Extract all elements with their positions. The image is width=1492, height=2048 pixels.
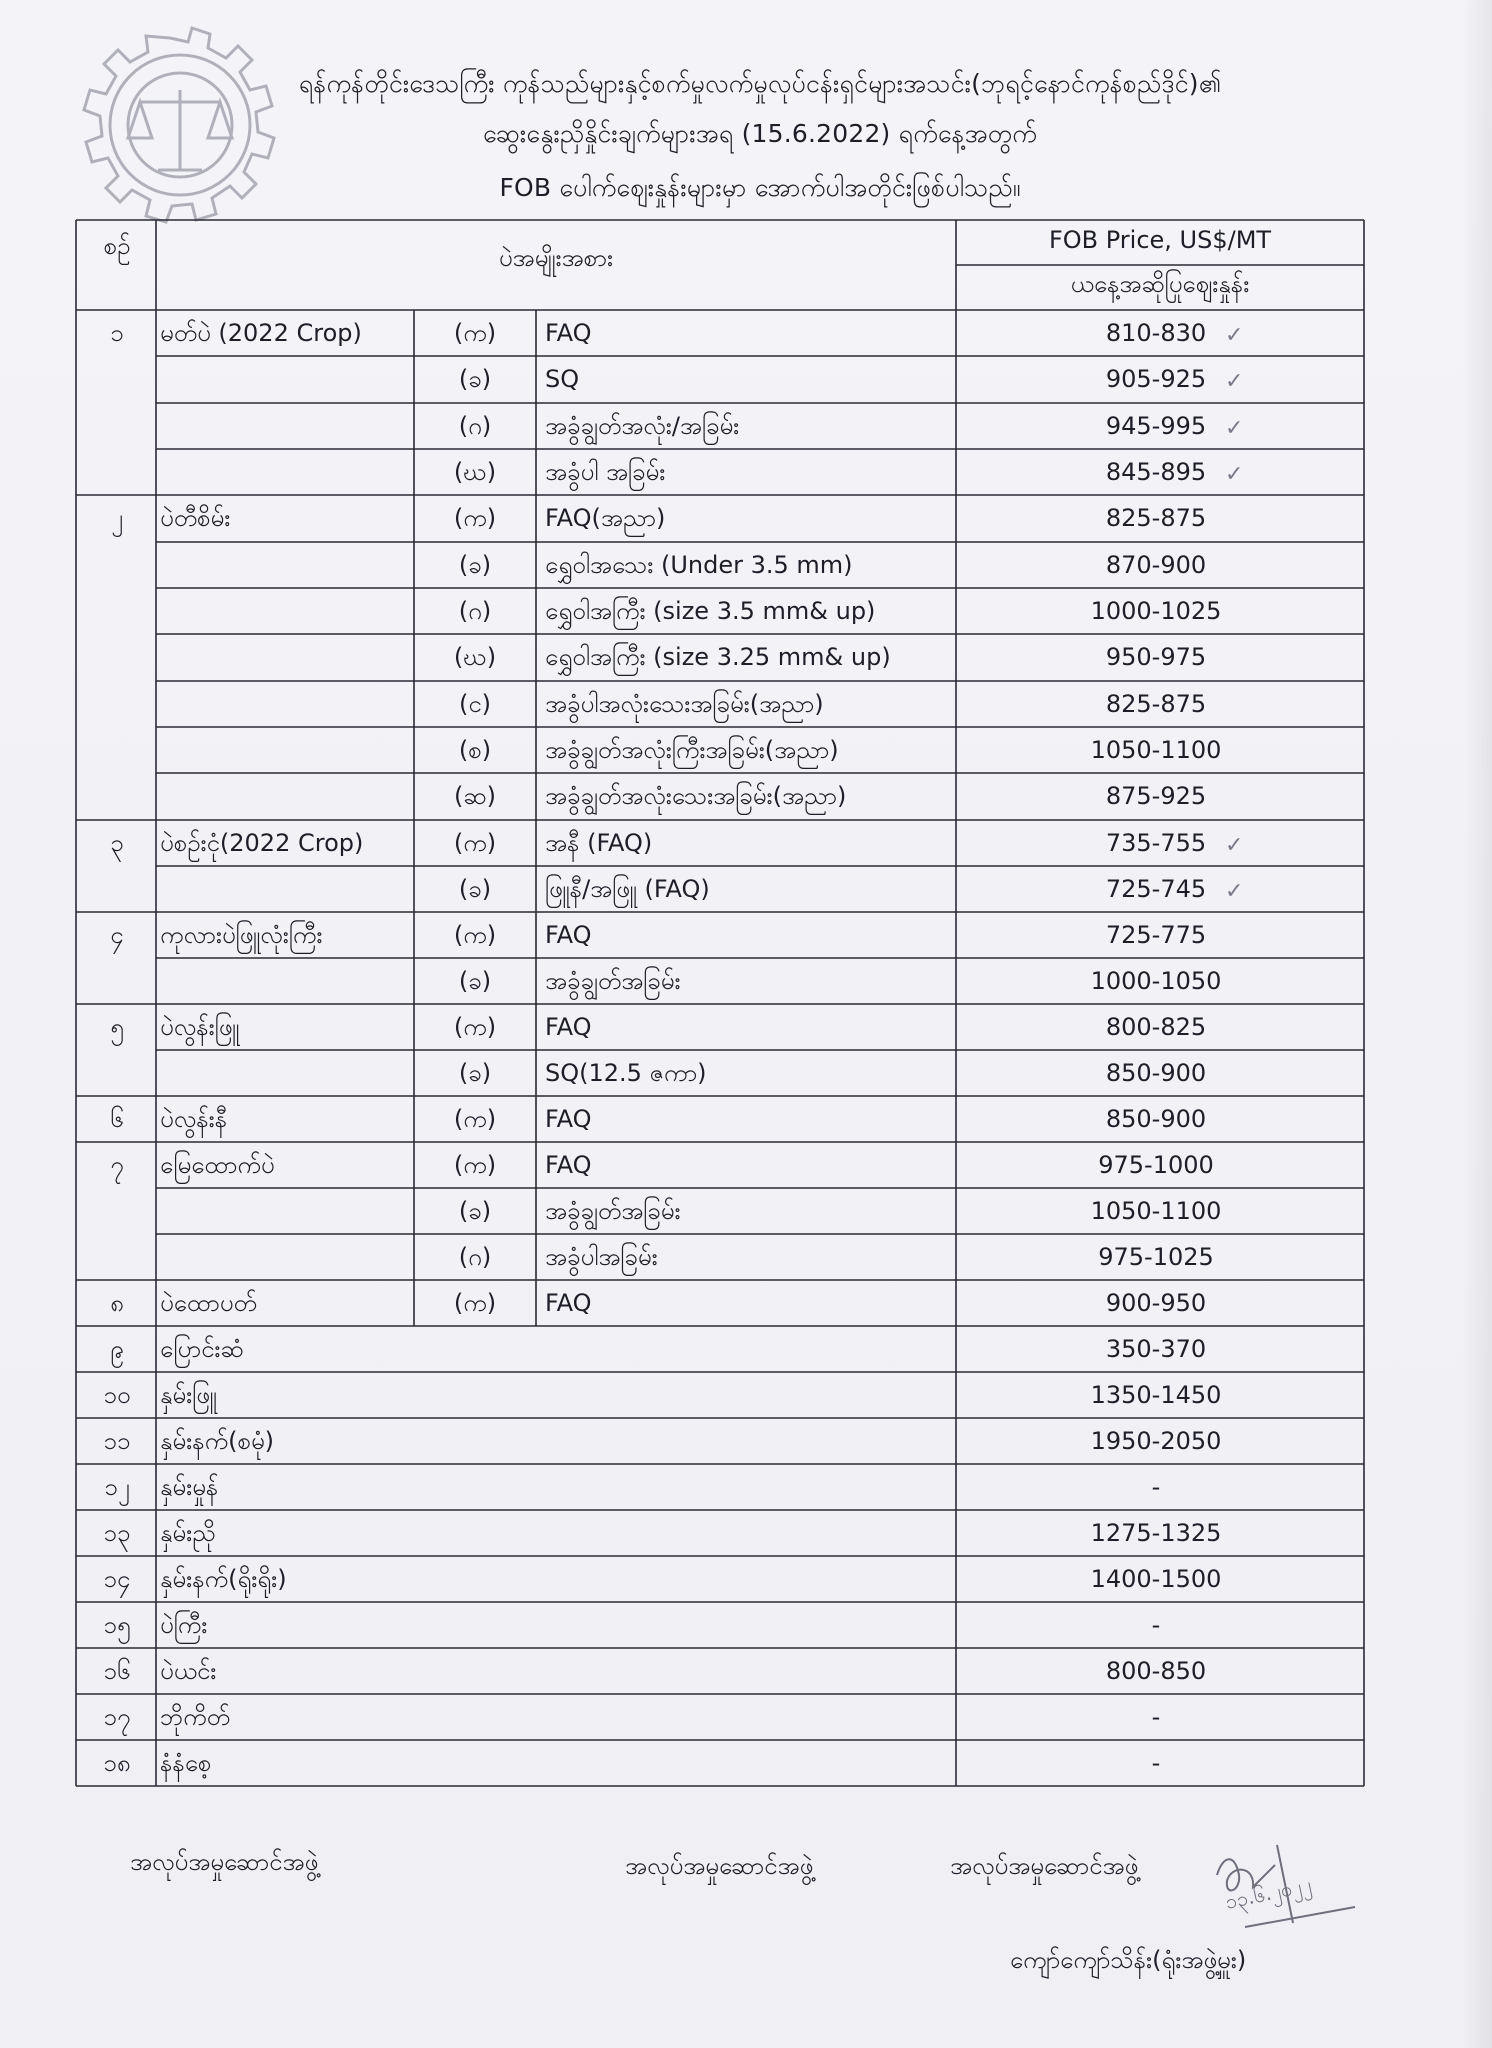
row-number: ၁၇	[103, 1703, 131, 1731]
row-price: 975-1025	[1098, 1243, 1214, 1271]
row-number: ၅	[110, 1013, 124, 1041]
row-item-name: မတ်ပဲ (2022 Crop)	[160, 319, 362, 347]
row-number: ၁၀	[103, 1381, 131, 1409]
row-sub-label: (က)	[453, 921, 497, 949]
col-header-no: စဉ်	[103, 232, 131, 260]
row-sub-label: (ဂ)	[458, 1243, 492, 1271]
row-sub-label: (ဂ)	[458, 412, 492, 440]
header-line-2: ဆွေးနွေးညှိနှိုင်းချက်များအရ (15.6.2022) ရက်နေ့အတွက်	[483, 119, 1037, 148]
row-sub-label: (က)	[453, 829, 497, 857]
row-number: ၆	[110, 1105, 124, 1133]
row-grade: အခွံချွတ်အလုံးသေးအခြမ်း(အညာ)	[545, 782, 847, 810]
row-price: 725-775	[1105, 921, 1207, 949]
col-header-price: FOB Price, US$/MT	[1048, 226, 1272, 254]
row-item-name: ပဲထောပတ်	[160, 1289, 257, 1317]
row-grade: ရွှေဝါအသေး (Under 3.5 mm)	[545, 551, 853, 579]
row-grade: အခွံပါအလုံးသေးအခြမ်း(အညာ)	[545, 690, 824, 718]
row-sub-label: (က)	[453, 504, 497, 532]
row-grade: အခွံပါ အခြမ်း	[545, 458, 666, 486]
row-item-name: ပဲယင်း	[160, 1657, 217, 1685]
row-grade: FAQ	[545, 319, 592, 347]
row-sub-label: (ခ)	[458, 967, 492, 995]
row-sub-label: (ခ)	[458, 551, 492, 579]
handwritten-date: ၁၃.၆.၂၀၂၂	[1223, 1872, 1314, 1914]
row-grade: အခွံပါအခြမ်း	[545, 1243, 658, 1271]
row-price: 800-825	[1105, 1013, 1207, 1041]
row-item-name: ပဲစဥ်းငုံ(2022 Crop)	[160, 829, 364, 857]
row-grade: SQ(12.5 ဇကာ)	[545, 1059, 707, 1087]
row-sub-label: (က)	[453, 1151, 497, 1179]
row-price: 850-900	[1105, 1105, 1207, 1133]
row-grade: FAQ	[545, 1151, 592, 1179]
row-item-name: နှမ်းညို	[160, 1519, 216, 1547]
row-price: 950-975	[1105, 643, 1207, 671]
row-number: ၁၁	[103, 1427, 131, 1455]
row-item-name: ပြောင်းဆံ	[160, 1335, 244, 1363]
row-grade: အနီ (FAQ)	[545, 829, 653, 857]
row-item-name: နှမ်းဖြူ	[160, 1381, 217, 1409]
row-grade: အခွံချွတ်အလုံးကြီးအခြမ်း(အညာ)	[545, 736, 839, 764]
row-sub-label: (ခ)	[458, 1197, 492, 1225]
row-number: ၂	[111, 504, 123, 532]
row-price: 975-1000	[1098, 1151, 1214, 1179]
row-sub-label: (က)	[453, 1289, 497, 1317]
row-number: ၁၈	[103, 1749, 131, 1777]
row-grade: အခွံချွတ်အခြမ်း	[545, 967, 681, 995]
row-grade: အခွံချွတ်အခြမ်း	[545, 1197, 681, 1225]
row-number: ၁၆	[103, 1657, 131, 1685]
row-grade: FAQ(အညာ)	[545, 504, 666, 532]
check-mark-icon: ✓	[1225, 416, 1244, 441]
signature-label-3: အလုပ်အမှုဆောင်အဖွဲ့	[950, 1852, 1139, 1880]
row-item-name: မြေထောက်ပဲ	[160, 1151, 275, 1179]
row-price: 735-755	[1105, 829, 1207, 857]
row-sub-label: (စ)	[458, 736, 492, 764]
row-grade: FAQ	[545, 1289, 592, 1317]
row-grade: FAQ	[545, 1105, 592, 1133]
row-item-name: ပဲကြီး	[160, 1611, 208, 1639]
row-price: 1950-2050	[1090, 1427, 1222, 1455]
row-price: -	[1151, 1703, 1161, 1731]
row-price: 1350-1450	[1090, 1381, 1222, 1409]
row-grade: ရွှေဝါအကြီး (size 3.25 mm& up)	[545, 643, 891, 671]
row-sub-label: (ဆ)	[454, 782, 496, 810]
row-sub-label: (ဂ)	[458, 597, 492, 625]
row-number: ၁၂	[104, 1473, 130, 1501]
row-number: ၁	[110, 319, 124, 347]
row-price: 900-950	[1105, 1289, 1207, 1317]
row-number: ၄	[110, 921, 124, 949]
check-mark-icon: ✓	[1225, 462, 1244, 487]
row-sub-label: (ခ)	[458, 365, 492, 393]
row-item-name: ပဲလွန်းနီ	[160, 1105, 228, 1133]
row-price: 825-875	[1105, 690, 1207, 718]
row-price: 725-745	[1105, 875, 1207, 903]
row-price: 1050-1100	[1090, 1197, 1222, 1225]
row-sub-label: (ဃ)	[453, 643, 497, 671]
row-number: ၃	[110, 829, 124, 857]
row-sub-label: (က)	[453, 1013, 497, 1041]
row-item-name: ဘိုကိတ်	[160, 1703, 230, 1731]
row-grade: SQ	[545, 365, 580, 393]
row-sub-label: (င)	[458, 690, 492, 718]
row-price: 1000-1050	[1090, 967, 1222, 995]
row-price: 945-995	[1105, 412, 1207, 440]
row-price: 870-900	[1105, 551, 1207, 579]
row-number: ၇	[110, 1151, 124, 1179]
row-sub-label: (ခ)	[458, 1059, 492, 1087]
signer-name: ကျော်ကျော်သိန်း(ရုံးအဖွဲ့မှူး)	[1010, 1946, 1247, 1974]
row-grade: ရွှေဝါအကြီး (size 3.5 mm& up)	[545, 597, 876, 625]
row-item-name: ပဲတီစိမ်း	[160, 504, 231, 532]
row-price: 875-925	[1105, 782, 1207, 810]
row-price: 350-370	[1105, 1335, 1207, 1363]
row-price: -	[1151, 1611, 1161, 1639]
signature-label-1: အလုပ်အမှုဆောင်အဖွဲ့	[130, 1848, 319, 1876]
row-item-name: နှမ်းမှုန်	[160, 1473, 219, 1501]
row-grade: FAQ	[545, 1013, 592, 1041]
row-price: 825-875	[1105, 504, 1207, 532]
row-price: 850-900	[1105, 1059, 1207, 1087]
row-sub-label: (ခ)	[458, 875, 492, 903]
signature-label-2: အလုပ်အမှုဆောင်အဖွဲ့	[625, 1852, 814, 1880]
row-price: 1275-1325	[1090, 1519, 1222, 1547]
row-number: ၁၅	[103, 1611, 131, 1639]
row-price: -	[1151, 1473, 1161, 1501]
row-price: -	[1151, 1749, 1161, 1777]
check-mark-icon: ✓	[1225, 879, 1244, 904]
row-number: ၉	[110, 1335, 124, 1363]
row-item-name: နှမ်းနက်(စမုံ)	[160, 1427, 275, 1455]
check-mark-icon: ✓	[1225, 323, 1244, 348]
row-item-name: နံနံစေ့	[160, 1749, 212, 1777]
col-header-type: ပဲအမျိုးအစား	[498, 244, 614, 272]
row-number: ၈	[110, 1289, 124, 1317]
check-mark-icon: ✓	[1225, 833, 1244, 858]
row-grade: ဖြူနီ/အဖြူ (FAQ)	[545, 875, 710, 903]
row-price: 1400-1500	[1090, 1565, 1222, 1593]
row-item-name: နှမ်းနက်(ရိုးရိုး)	[160, 1565, 287, 1593]
row-grade: FAQ	[545, 921, 592, 949]
row-price: 800-850	[1105, 1657, 1207, 1685]
row-price: 905-925	[1105, 365, 1207, 393]
check-mark-icon: ✓	[1225, 369, 1244, 394]
row-item-name: ပဲလွန်းဖြူ	[160, 1013, 240, 1041]
header-line-1: ရန်ကုန်တိုင်းဒေသကြီး ကုန်သည်များနှင့်စက်မှုလက်မှုလုပ်ငန်းရှင်များအသင်း(ဘုရင့်နောင်ကုန်စည်ဒိုင်)၏	[298, 69, 1222, 98]
row-number: ၁၃	[103, 1519, 131, 1547]
row-grade: အခွံချွတ်အလုံး/အခြမ်း	[545, 412, 740, 440]
row-price: 845-895	[1105, 458, 1207, 486]
row-price: 1050-1100	[1090, 736, 1222, 764]
col-header-price-sub: ယနေ့အဆိုပြုဈေးနှုန်း	[1070, 270, 1250, 298]
row-number: ၁၄	[103, 1565, 131, 1593]
header-line-3: FOB ပေါက်ဈေးနှုန်းများမှာ အောက်ပါအတိုင်းဖြစ်ပါသည်။	[499, 173, 1021, 202]
row-price: 810-830	[1105, 319, 1207, 347]
row-sub-label: (က)	[453, 319, 497, 347]
row-item-name: ကုလားပဲဖြူလုံးကြီး	[160, 921, 323, 949]
row-sub-label: (က)	[453, 1105, 497, 1133]
row-price: 1000-1025	[1090, 597, 1222, 625]
row-sub-label: (ဃ)	[453, 458, 497, 486]
